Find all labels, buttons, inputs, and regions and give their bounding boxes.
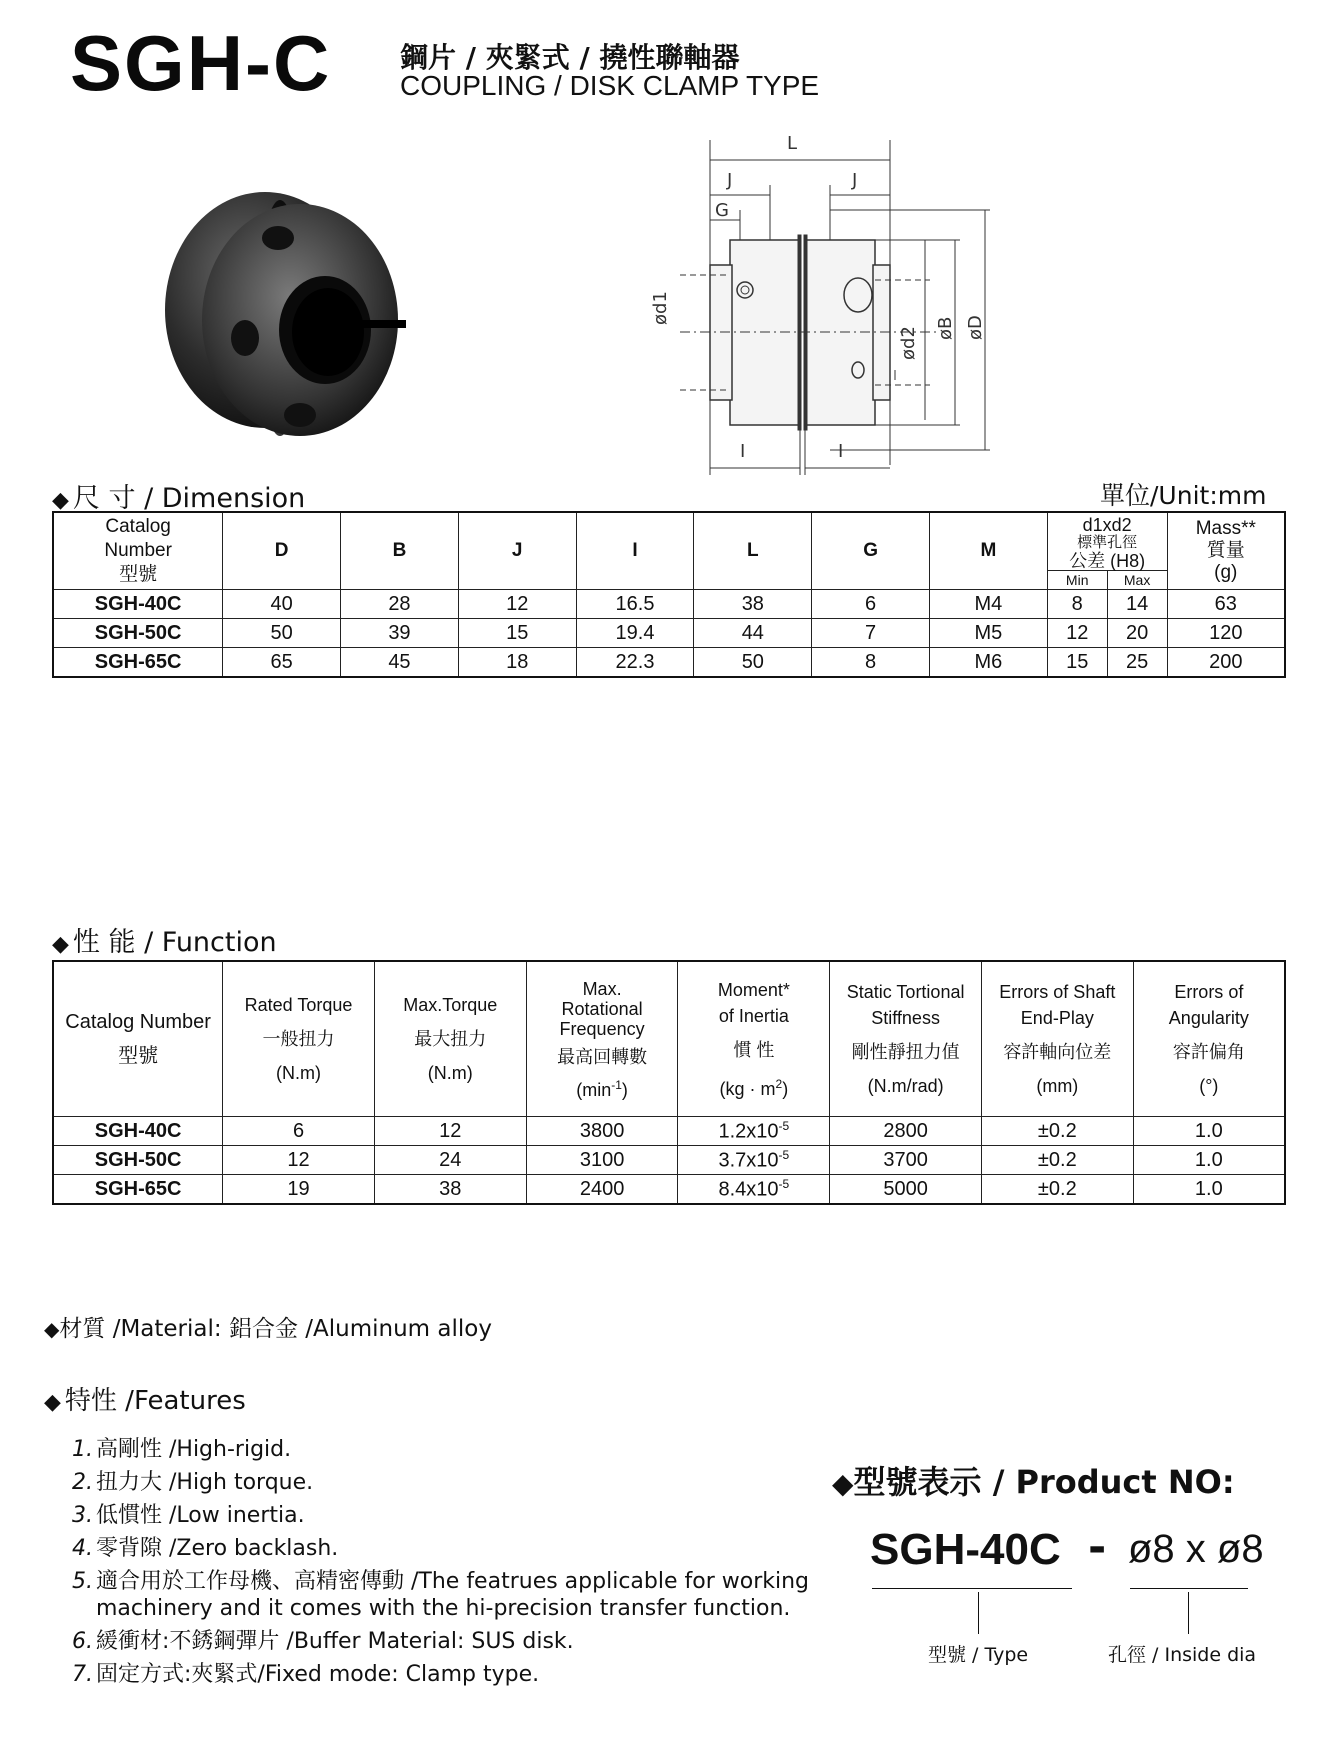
dimension-header-row [53,512,1285,590]
product-code: SGH-40C [870,1525,1061,1574]
drawing-label-d: øD [965,315,986,340]
header-b: B [341,512,459,590]
unit-label: 單位/Unit:mm [1100,481,1267,510]
header-static-stiffness: Static Tortional Stiffness 剛性靜扭力值 (N.m/rad) [830,961,982,1117]
header-l: L [694,512,812,590]
product-no-title: ◆型號表示 / Product NO: [832,1463,1235,1501]
header-mass: Mass** 質量 (g) [1167,512,1285,590]
table-row: SGH-50C 50 39 15 19.4 44 7 M5 12 20 120 [53,619,1285,648]
header-shaft-end-play: Errors of Shaft End-Play 容許軸向位差 (mm) [981,961,1133,1117]
header-catalog-number: Catalog Number 型號 [53,961,223,1117]
function-section-title: ◆ 性 能 / Function [52,927,277,958]
dia-pointer-line [1188,1592,1189,1634]
features-list [72,1433,832,1691]
subtitle-english: COUPLING / DISK CLAMP TYPE [400,70,820,101]
drawing-label-j-right: J [852,170,858,191]
function-header-row [53,961,1285,1117]
inside-dia-label: 孔徑 / Inside dia [1108,1644,1257,1666]
type-pointer-line [978,1592,979,1634]
dimension-table [52,511,1286,678]
table-row: SGH-40C 40 28 12 16.5 38 6 M4 8 14 63 [53,590,1285,619]
product-bore-size: ø8 x ø8 [1128,1527,1264,1571]
coupling-product-image [150,170,410,460]
material-line: ◆材質 /Material: 鋁合金 /Aluminum alloy [44,1316,492,1342]
header-rated-torque: Rated Torque 一般扭力 (N.m) [223,961,375,1117]
header-m: M [929,512,1047,590]
function-table [52,960,1286,1205]
diamond-bullet-icon: ◆ [52,488,69,513]
header-angularity: Errors of Angularity 容許偏角 (°) [1133,961,1285,1117]
list-item: 5. 適合用於工作母機、高精密傳動 /The featrues applicable for working machinery and it comes with the hi-precision transfer function. [72,1569,810,1621]
list-item: 2. 扭力大 /High torque. [72,1470,314,1495]
drawing-label-j-left: J [727,170,733,191]
diamond-bullet-icon: ◆ [44,1390,61,1415]
header-i: I [576,512,694,590]
list-item: 6. 緩衝材:不銹鋼彈片 /Buffer Material: SUS disk. [72,1629,574,1654]
header-g: G [812,512,930,590]
table-row: SGH-65C 65 45 18 22.3 50 8 M6 15 25 200 [53,648,1285,678]
list-item: 7. 固定方式:夾緊式/Fixed mode: Clamp type. [72,1662,540,1687]
list-item: 3. 低慣性 /Low inertia. [72,1503,305,1528]
drawing-label-b: øB [935,316,956,340]
drawing-label-g: G [715,200,729,221]
list-item: 1. 高剛性 /High-rigid. [72,1437,292,1462]
product-code-dash: - [1088,1522,1107,1573]
diamond-bullet-icon: ◆ [44,1317,60,1341]
drawing-label-d1: ød1 [650,291,671,325]
subtitle-chinese: 鋼片 / 夾緊式 / 撓性聯軸器 [400,41,740,74]
header-min: Min [1048,571,1108,589]
table-row: SGH-65C 19 38 2400 $8.4x10^{-5}$ 5000 ±0.2 1.0 [53,1175,1285,1205]
page-title: SGH-C [70,19,332,107]
header-max: Max [1123,572,1151,588]
header-d1xd2: d1xd2 標準孔徑 公差 (H8) Min Max [1047,512,1167,590]
coupling-technical-drawing [640,130,1020,475]
header-moment-of-inertia: Moment* of Inertia 慣 性 $(kg \cdot m^2)$ [678,961,830,1117]
dimension-section-title: ◆ 尺 寸 / Dimension [52,483,306,514]
features-section-title: ◆ 特性 /Features [44,1386,246,1416]
list-item: 4. 零背隙 /Zero backlash. [72,1536,339,1561]
drawing-label-l: L [787,133,798,154]
table-row: SGH-40C 6 12 3800 $1.2x10^{-5}$ 2800 ±0.2 1.0 [53,1117,1285,1146]
dia-underline [1130,1588,1248,1589]
diamond-bullet-icon: ◆ [52,932,69,957]
header-d: D [223,512,341,590]
diamond-bullet-icon: ◆ [832,1467,854,1500]
header-max-torque: Max.Torque 最大扭力 (N.m) [374,961,526,1117]
drawing-label-i-right: I [838,441,844,462]
header-rotational-frequency: Max. Rotational Frequency 最高回轉數 $(\min^{-1})$ [526,961,678,1117]
drawing-label-i-left: I [740,441,746,462]
table-row: SGH-50C 12 24 3100 $3.7x10^{-5}$ 3700 ±0.2 1.0 [53,1146,1285,1175]
type-underline [872,1588,1072,1589]
type-label: 型號 / Type [928,1644,1029,1666]
header-j: J [458,512,576,590]
drawing-label-d2: ød2 [898,326,919,360]
header-catalog-number: Catalog Number 型號 [53,512,223,590]
